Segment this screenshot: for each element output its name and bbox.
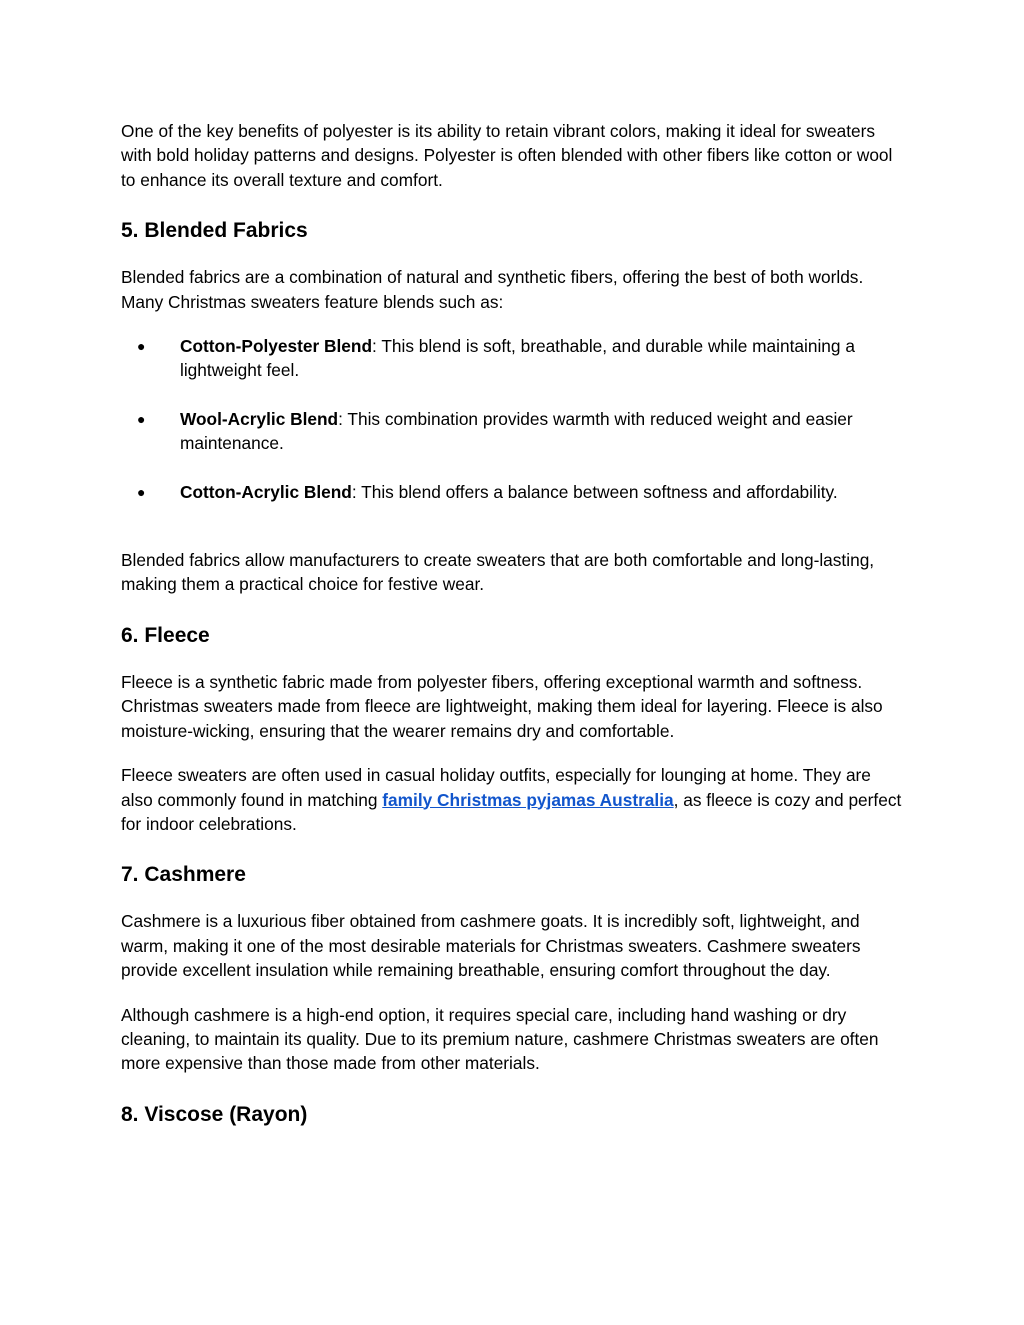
section-heading-blended-fabrics: 5. Blended Fabrics [121,219,308,243]
blend-description: : This blend offers a balance between softness and affordability. [351,481,838,502]
section-heading-fleece: 6. Fleece [121,623,210,647]
cashmere-paragraph-1: Cashmere is a luxurious fiber obtained from cashmere goats. It is incredibly soft, lightweight, and warm, making it one of the most desirable materials for Christmas sweaters. Cashmere sweaters provide excellent insulation while remaining breathable, ensuring comfort throughout the day. [121,911,861,981]
blended-closing-paragraph: Blended fabrics allow manufacturers to create sweaters that are both comfortable and long-lasting, making them a practical choice for festive wear. [121,550,875,595]
section-heading-cashmere: 7. Cashmere [121,863,246,887]
list-item [121,480,906,504]
blend-term: Cotton-Polyester Blend [180,336,373,357]
blended-intro-paragraph: Blended fabrics are a combination of natural and synthetic fibers, offering the best of both worlds. Many Christmas sweaters feature blends such as: [121,267,864,312]
list-item [121,334,906,383]
list-item [121,407,906,456]
blend-description: : This blend is soft, breathable, and durable while maintaining a lightweight feel. [180,336,855,381]
fleece-text-before-link: Fleece sweaters are often used in casual holiday outfits, especially for lounging at home. They are also commonly found in matching [121,765,871,810]
fleece-text-after-link: , as fleece is cozy and perfect for indoor celebrations. [121,789,902,834]
cashmere-paragraph-2: Although cashmere is a high-end option, it requires special care, including hand washing or dry cleaning, to maintain its quality. Due to its premium nature, cashmere Christmas sweaters are often more expensive than those made from other materials. [121,1004,879,1074]
blend-list [121,334,906,504]
intro-paragraph: One of the key benefits of polyester is its ability to retain vibrant colors, making it ideal for sweaters with bold holiday patterns and designs. Polyester is often blended with other fibers like cotton or wool to enhance its overall texture and comfort. [121,121,893,190]
blend-term: Cotton-Acrylic Blend [180,481,352,502]
bullet-icon: ● [137,410,146,427]
blend-term: Wool-Acrylic Blend [180,408,339,429]
blend-description: : This combination provides warmth with reduced weight and easier maintenance. [180,408,853,454]
fleece-paragraph-1: Fleece is a synthetic fabric made from polyester fibers, offering exceptional warmth and softness. Christmas sweaters made from fleece are lightweight, making them ideal for layering. Fleece is also moisture-wicking, ensuring that the wearer remains dry and comfortable. [121,671,883,741]
section-heading-viscose: 8. Viscose (Rayon) [121,1102,308,1126]
family-pyjamas-link[interactable]: family Christmas pyjamas Australia [382,789,674,810]
fleece-paragraph-2 [121,763,906,836]
bullet-icon: ● [137,338,146,355]
bullet-icon: ● [137,483,146,500]
document-page [121,119,906,1128]
